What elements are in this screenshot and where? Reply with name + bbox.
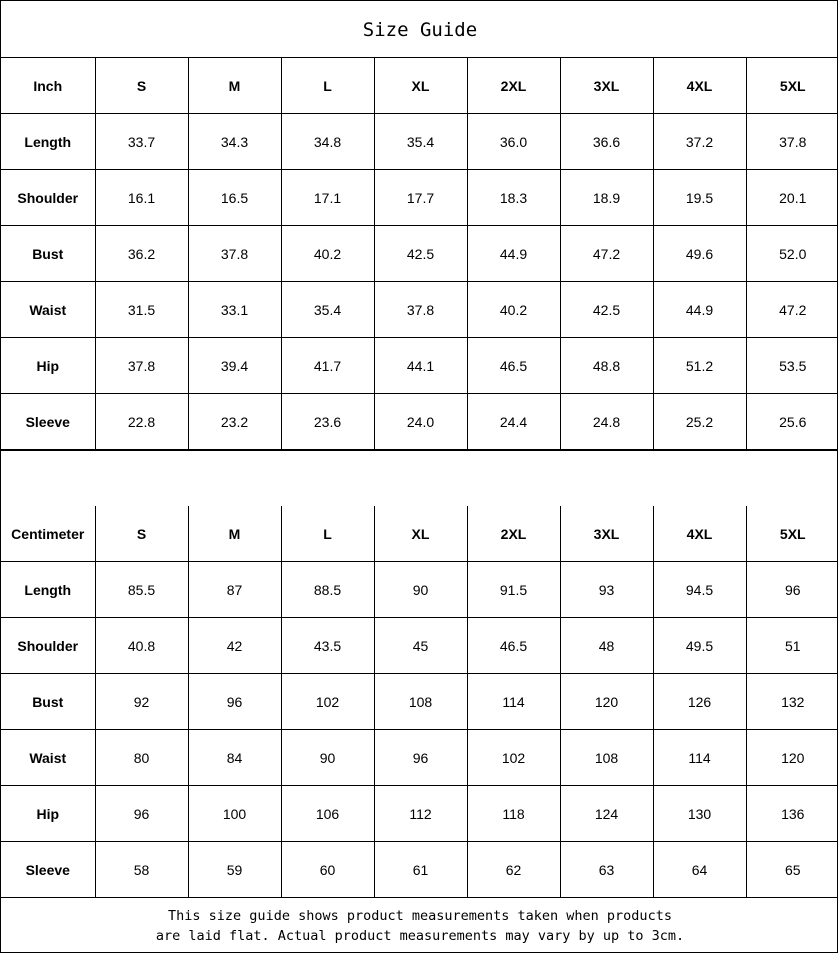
size-header: S (95, 506, 188, 562)
table-row (1, 674, 838, 730)
measurement-value: 31.5 (95, 282, 188, 338)
measurement-value: 87 (188, 562, 281, 618)
measurement-value: 42.5 (374, 226, 467, 282)
measurement-value: 58 (95, 842, 188, 898)
size-header: 4XL (653, 506, 746, 562)
measurement-value: 44.9 (467, 226, 560, 282)
size-header: 2XL (467, 506, 560, 562)
measurement-value: 42.5 (560, 282, 653, 338)
table-row (1, 786, 838, 842)
size-header: M (188, 58, 281, 114)
table-row (1, 562, 838, 618)
measurement-value: 51 (746, 618, 838, 674)
measurement-note (1, 897, 838, 954)
page-title: Size Guide (1, 1, 838, 58)
table-row (1, 282, 838, 338)
measurement-value: 23.6 (281, 394, 374, 450)
measurement-value: 118 (467, 786, 560, 842)
measurement-value: 100 (188, 786, 281, 842)
measurement-value: 42 (188, 618, 281, 674)
measurement-value: 47.2 (746, 282, 838, 338)
measurement-value: 45 (374, 618, 467, 674)
size-header: L (281, 58, 374, 114)
measurement-value: 23.2 (188, 394, 281, 450)
measurement-value: 80 (95, 730, 188, 786)
measurement-value: 49.5 (653, 618, 746, 674)
table-row (1, 226, 838, 282)
measurement-value: 114 (653, 730, 746, 786)
table-row (1, 114, 838, 170)
measurement-value: 17.7 (374, 170, 467, 226)
measurement-value: 35.4 (281, 282, 374, 338)
measurement-value: 112 (374, 786, 467, 842)
measurement-value: 62 (467, 842, 560, 898)
measurement-value: 37.8 (188, 226, 281, 282)
measurement-value: 16.1 (95, 170, 188, 226)
measurement-value: 25.6 (746, 394, 838, 450)
measurement-value: 96 (95, 786, 188, 842)
inch-size-table (1, 58, 838, 450)
measurement-label: Bust (1, 674, 95, 730)
table-row (1, 730, 838, 786)
unit-label: Inch (1, 58, 95, 114)
measurement-value: 24.8 (560, 394, 653, 450)
measurement-value: 51.2 (653, 338, 746, 394)
measurement-value: 46.5 (467, 338, 560, 394)
measurement-value: 16.5 (188, 170, 281, 226)
measurement-value: 108 (560, 730, 653, 786)
table-row (1, 842, 838, 898)
measurement-label: Length (1, 114, 95, 170)
measurement-label: Length (1, 562, 95, 618)
header-row (1, 506, 838, 562)
measurement-value: 85.5 (95, 562, 188, 618)
measurement-value: 40.8 (95, 618, 188, 674)
measurement-value: 126 (653, 674, 746, 730)
size-header: 3XL (560, 506, 653, 562)
measurement-value: 20.1 (746, 170, 838, 226)
measurement-value: 49.6 (653, 226, 746, 282)
measurement-value: 19.5 (653, 170, 746, 226)
size-header: L (281, 506, 374, 562)
table-separator (1, 450, 838, 506)
measurement-value: 65 (746, 842, 838, 898)
measurement-value: 90 (281, 730, 374, 786)
measurement-value: 93 (560, 562, 653, 618)
measurement-value: 46.5 (467, 618, 560, 674)
measurement-value: 52.0 (746, 226, 838, 282)
measurement-value: 61 (374, 842, 467, 898)
measurement-value: 94.5 (653, 562, 746, 618)
size-header: XL (374, 506, 467, 562)
measurement-value: 64 (653, 842, 746, 898)
measurement-value: 39.4 (188, 338, 281, 394)
measurement-value: 40.2 (281, 226, 374, 282)
note-line-1: This size guide shows product measurements taken when products (168, 908, 672, 924)
measurement-value: 22.8 (95, 394, 188, 450)
measurement-label: Shoulder (1, 170, 95, 226)
measurement-value: 24.0 (374, 394, 467, 450)
measurement-value: 37.2 (653, 114, 746, 170)
measurement-label: Sleeve (1, 842, 95, 898)
measurement-value: 18.3 (467, 170, 560, 226)
centimeter-size-table (1, 506, 838, 898)
header-row (1, 58, 838, 114)
measurement-value: 43.5 (281, 618, 374, 674)
table-row (1, 338, 838, 394)
measurement-value: 17.1 (281, 170, 374, 226)
measurement-value: 88.5 (281, 562, 374, 618)
size-header: 3XL (560, 58, 653, 114)
measurement-value: 96 (746, 562, 838, 618)
measurement-value: 18.9 (560, 170, 653, 226)
measurement-value: 90 (374, 562, 467, 618)
size-header: 2XL (467, 58, 560, 114)
measurement-label: Waist (1, 730, 95, 786)
measurement-value: 35.4 (374, 114, 467, 170)
measurement-value: 96 (374, 730, 467, 786)
measurement-value: 34.8 (281, 114, 374, 170)
measurement-value: 36.6 (560, 114, 653, 170)
measurement-value: 102 (467, 730, 560, 786)
measurement-value: 96 (188, 674, 281, 730)
size-header: 5XL (746, 58, 838, 114)
measurement-value: 59 (188, 842, 281, 898)
measurement-value: 44.1 (374, 338, 467, 394)
measurement-value: 53.5 (746, 338, 838, 394)
measurement-value: 24.4 (467, 394, 560, 450)
measurement-label: Bust (1, 226, 95, 282)
measurement-value: 41.7 (281, 338, 374, 394)
measurement-value: 47.2 (560, 226, 653, 282)
measurement-value: 48 (560, 618, 653, 674)
measurement-value: 36.2 (95, 226, 188, 282)
measurement-label: Sleeve (1, 394, 95, 450)
measurement-value: 130 (653, 786, 746, 842)
measurement-value: 36.0 (467, 114, 560, 170)
measurement-value: 114 (467, 674, 560, 730)
measurement-value: 91.5 (467, 562, 560, 618)
measurement-value: 60 (281, 842, 374, 898)
measurement-value: 92 (95, 674, 188, 730)
measurement-value: 136 (746, 786, 838, 842)
size-header: M (188, 506, 281, 562)
size-header: 5XL (746, 506, 838, 562)
measurement-value: 25.2 (653, 394, 746, 450)
table-row (1, 618, 838, 674)
measurement-value: 37.8 (374, 282, 467, 338)
measurement-value: 37.8 (746, 114, 838, 170)
measurement-value: 63 (560, 842, 653, 898)
measurement-label: Waist (1, 282, 95, 338)
table-row (1, 394, 838, 450)
measurement-value: 106 (281, 786, 374, 842)
measurement-value: 37.8 (95, 338, 188, 394)
measurement-value: 34.3 (188, 114, 281, 170)
measurement-value: 132 (746, 674, 838, 730)
measurement-value: 48.8 (560, 338, 653, 394)
measurement-value: 40.2 (467, 282, 560, 338)
measurement-value: 84 (188, 730, 281, 786)
measurement-value: 108 (374, 674, 467, 730)
size-header: XL (374, 58, 467, 114)
measurement-label: Hip (1, 786, 95, 842)
measurement-value: 120 (746, 730, 838, 786)
note-line-2: are laid flat. Actual product measurements may vary by up to 3cm. (155, 928, 685, 944)
measurement-label: Shoulder (1, 618, 95, 674)
measurement-value: 33.1 (188, 282, 281, 338)
size-header: S (95, 58, 188, 114)
unit-label: Centimeter (1, 506, 95, 562)
measurement-value: 124 (560, 786, 653, 842)
measurement-value: 102 (281, 674, 374, 730)
measurement-label: Hip (1, 338, 95, 394)
measurement-value: 44.9 (653, 282, 746, 338)
measurement-value: 33.7 (95, 114, 188, 170)
size-header: 4XL (653, 58, 746, 114)
table-row (1, 170, 838, 226)
measurement-value: 120 (560, 674, 653, 730)
